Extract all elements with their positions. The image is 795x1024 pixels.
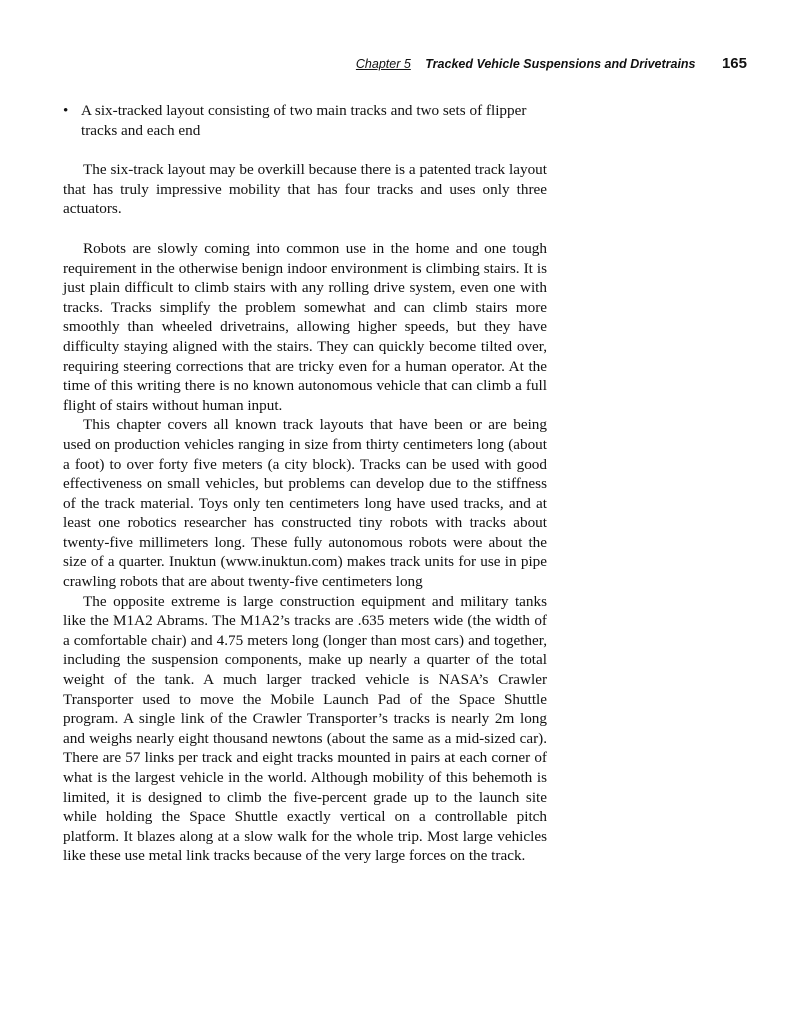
- paragraph-large-vehicles: The opposite extreme is large construction equipment and military tanks like the M1A2 Abrams. The M1A2’s tracks are .635 meters wide (the width of a comfortable chair) and 4.75 meters long (longer than most cars) and together, including the suspension components, make up nearly a quarter of the total weight of the tank. A much larger tracked vehicle is NASA’s Crawler Transporter used to move the Mobile Launch Pad of the Space Shuttle program. A single link of the Crawler Transporter’s tracks is nearly 2m long and weighs nearly eight thousand newtons (about the same as a mid-sized car). There are 57 links per track and eight tracks mounted in pairs at each corner of what is the largest vehicle in the world. Although mobility of this behemoth is limited, it is designed to climb the five-percent grade up to the launch site while holding the Space Shuttle exactly vertical on a controllable pitch platform. It blazes along at a slow walk for the whole trip. Most large vehicles like these use metal link tracks because of the very large forces on the track.: [63, 592, 547, 865]
- bullet-marker: •: [63, 102, 69, 119]
- body-text: [63, 101, 547, 866]
- page-number: 165: [721, 55, 747, 72]
- paragraph-six-track: The six-track layout may be overkill because there is a patented track layout that has truly impressive mobility that has four tracks and uses only three actuators.: [63, 161, 547, 218]
- paragraph-stairs: Robots are slowly coming into common use in the home and one tough requirement in the otherwise benign indoor environment is climbing stairs. It is just plain difficult to climb stairs with any rolling drive system, even one with tracks. Tracks simplify the problem somewhat and can climb stairs more smoothly than wheeled drivetrains, allowing higher speeds, but they have difficulty staying aligned with the stairs. They can quickly become tilted over, requiring steering corrections that are tricky even for a human operator. At the time of this writing there is no known autonomous vehicle that can climb a full flight of stairs without human input.: [63, 239, 547, 414]
- bullet-text: A six-tracked layout consisting of two main tracks and two sets of flipper tracks and each end: [81, 102, 527, 139]
- running-header: [356, 55, 747, 73]
- chapter-title: Tracked Vehicle Suspensions and Drivetrains: [425, 57, 696, 71]
- bullet-item: [63, 101, 547, 140]
- paragraph-track-sizes: This chapter covers all known track layouts that have been or are being used on production vehicles ranging in size from thirty centimeters long (about a foot) to over forty five meters (a city block). Tracks can be used with good effectiveness on small vehicles, but problems can develop due to the stiffness of the track material. Toys only ten centimeters long have used tracks, and at least one robotics researcher has constructed tiny robots with tracks about twenty-five millimeters long. These fully autonomous robots were about the size of a quarter. Inuktun (www.inuktun.com) makes track units for use in pipe crawling robots that are about twenty-five centimeters long: [63, 416, 547, 591]
- chapter-label: Chapter 5: [355, 57, 411, 71]
